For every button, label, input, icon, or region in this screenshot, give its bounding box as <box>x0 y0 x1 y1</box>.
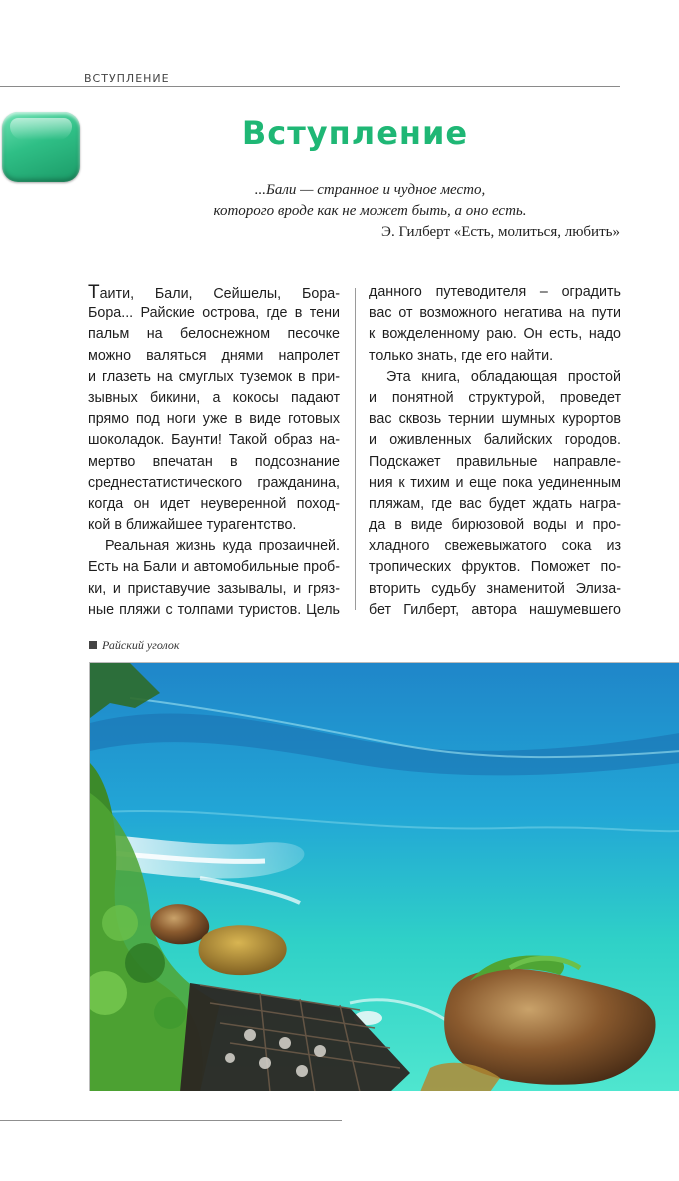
text-line: и глазеть на смуглых туземок в при- <box>88 368 340 385</box>
text-line: Бора... Райские острова, где в тени <box>88 305 340 322</box>
epigraph-attribution: Э. Гилберт «Есть, молиться, любить» <box>381 224 620 240</box>
text-line: к вожделенному раю. Он есть, надо <box>369 326 621 343</box>
text-line: тропических фруктов. Поможет по- <box>369 559 621 576</box>
beach-photo-illustration <box>90 663 679 1091</box>
text-line: мертво впечатан в подсознание <box>88 453 340 470</box>
text-line: когда он идет неуверенной поход- <box>88 495 340 512</box>
text-line: кой в ближайшее турагентство. <box>88 517 297 534</box>
text-line: Таити, Бали, Сейшелы, Бора- <box>88 282 340 303</box>
text-line: вас сквозь тернии шумных курортов <box>369 411 621 428</box>
text-line: Эта книга, обладающая простой <box>386 368 621 385</box>
text-line: можно валяться днями напролет <box>88 347 340 364</box>
footer-rule <box>0 1120 342 1121</box>
text-line: зывных бикини, а кокосы падают <box>88 389 340 406</box>
epigraph-line: ...Бали — странное и чудное место, <box>254 182 486 198</box>
text-line: ные пляжи с толпами туристов. Цель <box>88 601 340 618</box>
photo-beach <box>89 662 679 1091</box>
caption-square-icon <box>89 641 97 649</box>
text-line: и понятной структурой, проведет <box>369 389 621 406</box>
text-line: пальм на белоснежном песочке <box>88 326 340 343</box>
text-line: ния к тихим и еще пока уединенным <box>369 474 621 491</box>
running-head-text: ВСТУПЛЕНИЕ <box>84 72 173 85</box>
body-column-right <box>369 282 621 621</box>
text-line: вас от возможного негатива на пути <box>369 305 621 322</box>
epigraph-line: которого вроде как не может быть, а оно есть. <box>213 203 527 219</box>
column-divider <box>355 288 356 610</box>
text-line: пляжам, где вас будет ждать награ- <box>369 495 621 512</box>
epigraph <box>120 180 620 243</box>
text-line: шоколадок. Баунти! Такой образ на- <box>88 432 340 449</box>
running-head <box>0 73 620 87</box>
drop-cap: Т <box>88 282 100 303</box>
text-line: Есть на Бали и автомобильные проб- <box>88 559 340 576</box>
photo-caption-text: Райский уголок <box>102 637 180 652</box>
text-line: и оживленных балийских городов. <box>369 432 621 449</box>
body-column-left <box>88 282 340 621</box>
text-line: вторить судьбу знаменитой Элиза- <box>369 580 621 597</box>
text-line: данного путеводителя – оградить <box>369 284 621 300</box>
text-line: хладного свежевыжатого сока из <box>369 538 621 555</box>
text-line: да в виде бирюзовой воды и про- <box>369 517 621 534</box>
photo-caption <box>89 637 180 653</box>
text-line: бет Гилберт, автора нашумевшего <box>369 601 621 618</box>
text-line: ки, и приставучие зазывалы, и гряз- <box>88 580 340 597</box>
text-line: прямо под ноги уже в виде готовых <box>88 411 340 428</box>
chapter-title: Вступление <box>241 114 469 152</box>
text-line: среднестатистического гражданина, <box>88 474 340 491</box>
text-line: Реальная жизнь куда прозаичней. <box>105 538 340 555</box>
text-line: только знать, где его найти. <box>369 347 554 364</box>
text-line: Подскажет правильные направле- <box>369 453 621 470</box>
